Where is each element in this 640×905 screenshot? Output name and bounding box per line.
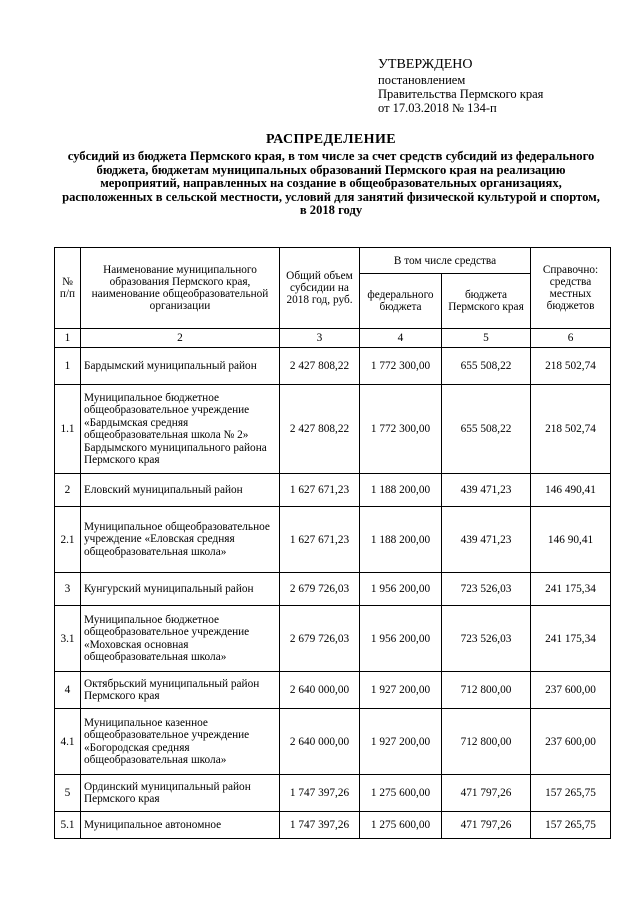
row-regional: 439 471,23 [442, 474, 531, 507]
header-num: № п/п [55, 248, 81, 329]
column-number: 6 [531, 329, 611, 348]
table-row [55, 474, 611, 507]
row-name: Муниципальное автономное [81, 812, 280, 839]
table-row [55, 672, 611, 709]
approval-block [378, 57, 608, 115]
distribution-table [54, 247, 611, 839]
row-regional: 655 508,22 [442, 385, 531, 474]
row-total: 2 640 000,00 [280, 709, 360, 775]
row-local: 237 600,00 [531, 672, 611, 709]
row-number: 1 [55, 348, 81, 385]
row-total: 1 627 671,23 [280, 474, 360, 507]
row-local: 218 502,74 [531, 385, 611, 474]
column-number: 5 [442, 329, 531, 348]
table-row [55, 606, 611, 672]
row-local: 241 175,34 [531, 573, 611, 606]
approval-line-3: от 17.03.2018 № 134-п [378, 101, 497, 115]
column-number: 4 [360, 329, 442, 348]
row-regional: 655 508,22 [442, 348, 531, 385]
row-number: 2.1 [55, 507, 81, 573]
row-name: Муниципальное бюджетное общеобразовательное учреждение «Бардымская средняя общеобразовательная школа № 2» Бардымского муниципального района Пермского края [81, 385, 280, 474]
document-title: РАСПРЕДЕЛЕНИЕ [266, 132, 396, 147]
row-federal: 1 188 200,00 [360, 507, 442, 573]
row-name: Октябрьский муниципальный район Пермского края [81, 672, 280, 709]
row-regional: 471 797,26 [442, 812, 531, 839]
table-row [55, 507, 611, 573]
row-federal: 1 956 200,00 [360, 573, 442, 606]
header-total: Общий объем субсидии на 2018 год, руб. [280, 248, 360, 329]
row-federal: 1 275 600,00 [360, 812, 442, 839]
row-number: 4 [55, 672, 81, 709]
header-name: Наименование муниципального образования Пермского края, наименование общеобразовательной организации [81, 248, 280, 329]
header-federal: федерального бюджета [360, 274, 442, 329]
header-local: Справочно: средства местных бюджетов [531, 248, 611, 329]
column-number: 1 [55, 329, 81, 348]
row-local: 146 90,41 [531, 507, 611, 573]
approval-title: УТВЕРЖДЕНО [378, 57, 473, 72]
row-regional: 439 471,23 [442, 507, 531, 573]
column-number: 3 [280, 329, 360, 348]
row-federal: 1 188 200,00 [360, 474, 442, 507]
row-total: 2 679 726,03 [280, 606, 360, 672]
row-regional: 712 800,00 [442, 709, 531, 775]
table-row [55, 385, 611, 474]
row-federal: 1 772 300,00 [360, 385, 442, 474]
row-total: 1 747 397,26 [280, 775, 360, 812]
table-row [55, 775, 611, 812]
document-subtitle: субсидий из бюджета Пермского края, в том числе за счет средств субсидий из федерального бюджета, бюджетам муниципальных образований Пермского края на реализацию мероприятий, направленных на создание в общеобразовательных организациях, расположенных в сельской местности, условий для занятий физической культурой и спортом, в 2018 году [62, 149, 600, 218]
row-total: 1 627 671,23 [280, 507, 360, 573]
row-number: 4.1 [55, 709, 81, 775]
header-including: В том числе средства [360, 248, 531, 274]
row-regional: 723 526,03 [442, 606, 531, 672]
row-total: 1 747 397,26 [280, 812, 360, 839]
row-name: Ординский муниципальный район Пермского края [81, 775, 280, 812]
row-number: 1.1 [55, 385, 81, 474]
table-row [55, 812, 611, 839]
row-number: 5.1 [55, 812, 81, 839]
row-name: Бардымский муниципальный район [81, 348, 280, 385]
table-row [55, 709, 611, 775]
row-total: 2 640 000,00 [280, 672, 360, 709]
row-federal: 1 927 200,00 [360, 709, 442, 775]
row-local: 146 490,41 [531, 474, 611, 507]
row-local: 157 265,75 [531, 775, 611, 812]
row-local: 157 265,75 [531, 812, 611, 839]
row-local: 218 502,74 [531, 348, 611, 385]
approval-line-1: постановлением [378, 73, 466, 87]
row-regional: 712 800,00 [442, 672, 531, 709]
row-local: 237 600,00 [531, 709, 611, 775]
row-regional: 471 797,26 [442, 775, 531, 812]
row-number: 3.1 [55, 606, 81, 672]
table-row [55, 573, 611, 606]
row-local: 241 175,34 [531, 606, 611, 672]
row-number: 2 [55, 474, 81, 507]
row-name: Кунгурский муниципальный район [81, 573, 280, 606]
table-row [55, 348, 611, 385]
row-federal: 1 927 200,00 [360, 672, 442, 709]
header-regional: бюджета Пермского края [442, 274, 531, 329]
row-regional: 723 526,03 [442, 573, 531, 606]
row-federal: 1 275 600,00 [360, 775, 442, 812]
row-name: Еловский муниципальный район [81, 474, 280, 507]
row-name: Муниципальное бюджетное общеобразовательное учреждение «Моховская основная общеобразовательная школа» [81, 606, 280, 672]
row-federal: 1 772 300,00 [360, 348, 442, 385]
row-total: 2 427 808,22 [280, 385, 360, 474]
row-number: 3 [55, 573, 81, 606]
column-number: 2 [81, 329, 280, 348]
column-number-row [55, 329, 611, 348]
approval-line-2: Правительства Пермского края [378, 87, 544, 101]
row-number: 5 [55, 775, 81, 812]
row-total: 2 427 808,22 [280, 348, 360, 385]
row-name: Муниципальное казенное общеобразовательное учреждение «Богородская средняя общеобразовательная школа» [81, 709, 280, 775]
row-federal: 1 956 200,00 [360, 606, 442, 672]
row-total: 2 679 726,03 [280, 573, 360, 606]
row-name: Муниципальное общеобразовательное учреждение «Еловская средняя общеобразовательная школа» [81, 507, 280, 573]
